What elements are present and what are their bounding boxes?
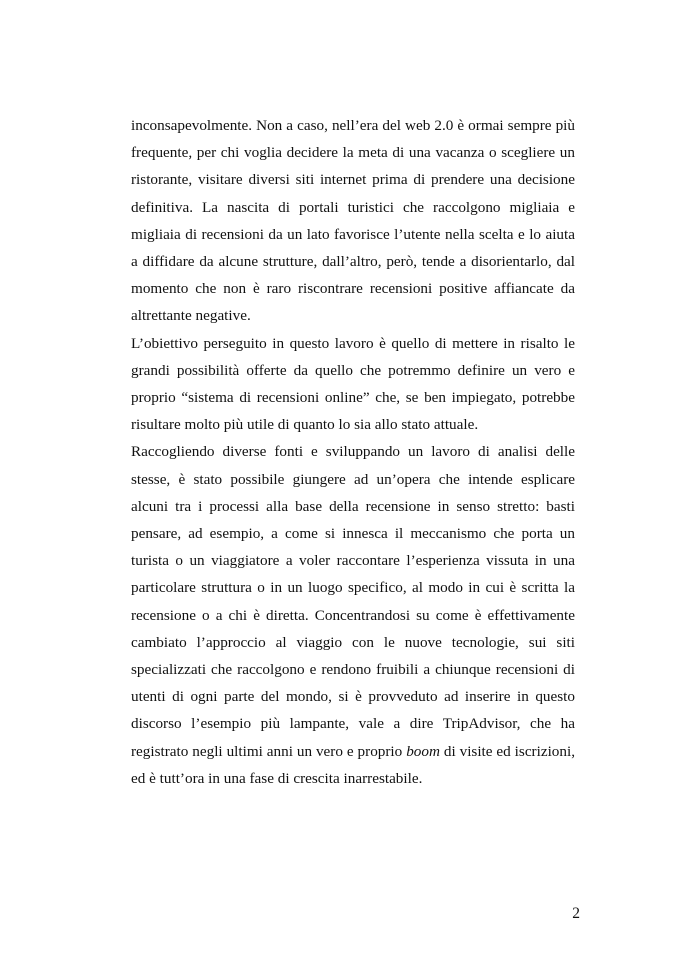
paragraph-3-text-b: di visite ed iscrizioni, ed è tutt’ora in una fase di crescita inarrestabile. — [131, 742, 575, 787]
paragraph-1: inconsapevolmente. Non a caso, nell’era del web 2.0 è ormai sempre più frequente, per chi voglia decidere la meta di una vacanza o scegliere un ristorante, visitare diversi siti internet prima di prendere una decisione definitiva. La nascita di portali turistici che raccolgono migliaia e migliaia di recensioni da un lato favorisce l’utente nella scelta e lo aiuta a diffidare da alcune strutture, dall’altro, però, tende a disorientarlo, dal momento che non è raro riscontrare recensioni positive affiancate da altrettante negative. — [131, 117, 575, 325]
page-number: 2 — [572, 905, 580, 922]
paragraph-3-text-a: Raccogliendo diverse fonti e sviluppando un lavoro di analisi delle stesse, è stato possibile giungere ad un’opera che intende esplicare alcuni tra i processi alla base della recensione in senso stretto: basti pensare, ad esempio, a come si innesca il meccanismo che porta un turista o un viaggiatore a voler raccontare l’esperienza vissuta in una particolare struttura o in un luogo specifico, al modo in cui è scritta la recensione o a chi è diretta. Concentrandosi su come è effettivamente cambiato l’approccio al viaggio con le nuove tecnologie, sui siti specializzati che raccolgono e rendono fruibili a chiunque recensioni di utenti di ogni parte del mondo, si è provveduto ad inserire in questo discorso l’esempio più lampante, vale a dire TripAdvisor, che ha registrato negli ultimi anni un vero e proprio — [131, 443, 575, 760]
body-text — [131, 112, 575, 792]
paragraph-3 — [131, 438, 575, 792]
italic-term: boom — [406, 742, 440, 760]
paragraph-2: L’obiettivo perseguito in questo lavoro è quello di mettere in risalto le grandi possibilità offerte da quello che potremmo definire un vero e proprio “sistema di recensioni online” che, se ben impiegato, potrebbe risultare molto più utile di quanto lo sia allo stato attuale. — [131, 334, 575, 434]
